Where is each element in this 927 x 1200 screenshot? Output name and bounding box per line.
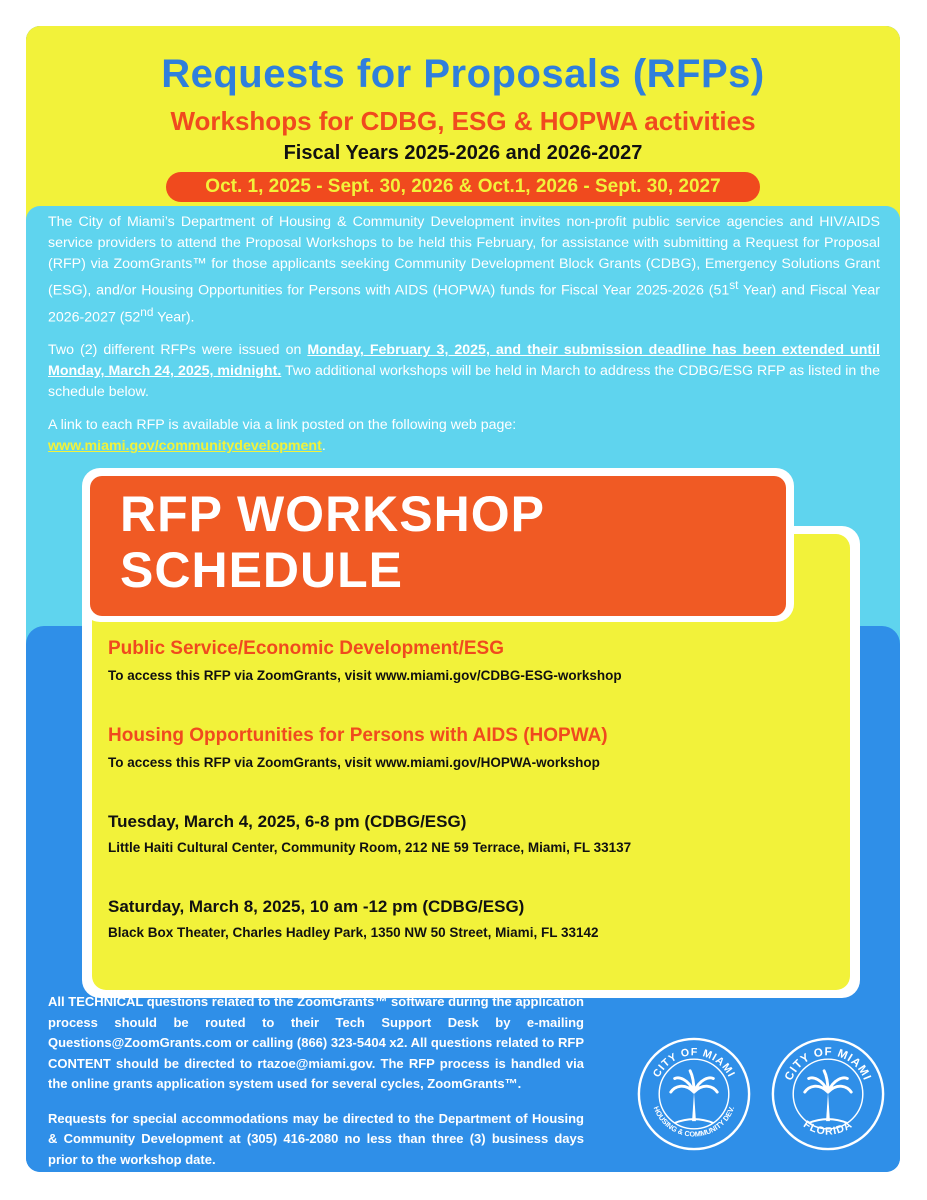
event-location: Black Box Theater, Charles Hadley Park, 1350 NW 50 Street, Miami, FL 33142 xyxy=(108,925,599,940)
intro-paragraph-2: Two (2) different RFPs were issued on Monday, February 3, 2025, and their submission deadline has been extended until Monday, March 24, 2025, midnight. Two additional workshops will be held in March to address the CDBG/ESG RFP as listed in the schedule below. xyxy=(48,342,880,401)
page-subtitle: Workshops for CDBG, ESG & HOPWA activities xyxy=(170,106,756,136)
section-title: Housing Opportunities for Persons with AIDS (HOPWA) xyxy=(108,725,608,746)
svg-text:CITY OF MIAMI: CITY OF MIAMI xyxy=(782,1045,874,1083)
workshop-event xyxy=(108,897,838,940)
schedule-content xyxy=(108,638,838,940)
svg-text:CITY OF MIAMI: CITY OF MIAMI xyxy=(650,1046,738,1080)
intro-paragraph-3: A link to each RFP is available via a link posted on the following web page: www.miami.gov/communitydevelopment. xyxy=(48,417,517,455)
intro-paragraph-1: The City of Miami’s Department of Housing & Community Development invites non-profit public service agencies and HIV/AIDS service providers to attend the Proposal Workshops to be held this February, for assistance with submitting a Request for Proposal (RFP) via ZoomGrants™ for those applicants seeking Community Development Block Grants (CDBG), Emergency Solutions Grant (ESG), and/or Housing Opportunities for Persons with AIDS (HOPWA) funds for Fiscal Year 2025-2026 (51st Year) and Fiscal Year 2026-2027 (52nd Year). xyxy=(48,214,880,326)
schedule-heading: RFP WORKSHOP SCHEDULE xyxy=(90,476,786,616)
section-link-text: To access this RFP via ZoomGrants, visit www.miami.gov/CDBG-ESG-workshop xyxy=(108,668,622,683)
workshop-event xyxy=(108,812,838,855)
flyer-card xyxy=(26,26,900,1172)
section-link-text: To access this RFP via ZoomGrants, visit www.miami.gov/HOPWA-workshop xyxy=(108,755,600,770)
page-title: Requests for Proposals (RFPs) xyxy=(161,52,765,96)
city-of-miami-seal-icon xyxy=(770,1036,886,1152)
schedule-section xyxy=(108,638,838,683)
housing-dept-seal-icon xyxy=(636,1036,752,1152)
community-development-link[interactable]: www.miami.gov/communitydevelopment xyxy=(48,438,322,455)
schedule-section xyxy=(108,725,838,770)
svg-text:FLORIDA: FLORIDA xyxy=(801,1118,855,1138)
event-location: Little Haiti Cultural Center, Community Room, 212 NE 59 Terrace, Miami, FL 33137 xyxy=(108,840,632,855)
event-title: Saturday, March 8, 2025, 10 am -12 pm (CDBG/ESG) xyxy=(108,897,525,916)
accommodations-paragraph: Requests for special accommodations may be directed to the Department of Housing & Community Development at (305) 416-2080 no less than three (3) business days prior to the workshop date. xyxy=(48,1110,584,1167)
tech-support-paragraph: All TECHNICAL questions related to the ZoomGrants™ software during the application process should be routed to their Tech Support Desk by e-mailing Questions@ZoomGrants.com or calling (866) 323-5404 x2. All questions related to RFP CONTENT should be directed to rtazoe@miami.gov. The RFP process is handled via the online grants application system used for several cycles, ZoomGrants™. xyxy=(48,994,584,1091)
deadline-notice: Monday, February 3, 2025, and their submission deadline has been extended until Monday, March 24, 2025, midnight. xyxy=(48,342,880,380)
intro-text xyxy=(48,212,880,469)
footer-text xyxy=(48,992,584,1172)
svg-text:HOUSING & COMMUNITY DEV.: HOUSING & COMMUNITY DEV. xyxy=(651,1104,737,1139)
section-title: Public Service/Economic Development/ESG xyxy=(108,638,504,659)
fiscal-years: Fiscal Years 2025-2026 and 2026-2027 xyxy=(283,142,643,164)
event-title: Tuesday, March 4, 2025, 6-8 pm (CDBG/ESG) xyxy=(108,812,467,831)
date-range-badge: Oct. 1, 2025 - Sept. 30, 2026 & Oct.1, 2026 - Sept. 30, 2027 xyxy=(166,172,760,202)
